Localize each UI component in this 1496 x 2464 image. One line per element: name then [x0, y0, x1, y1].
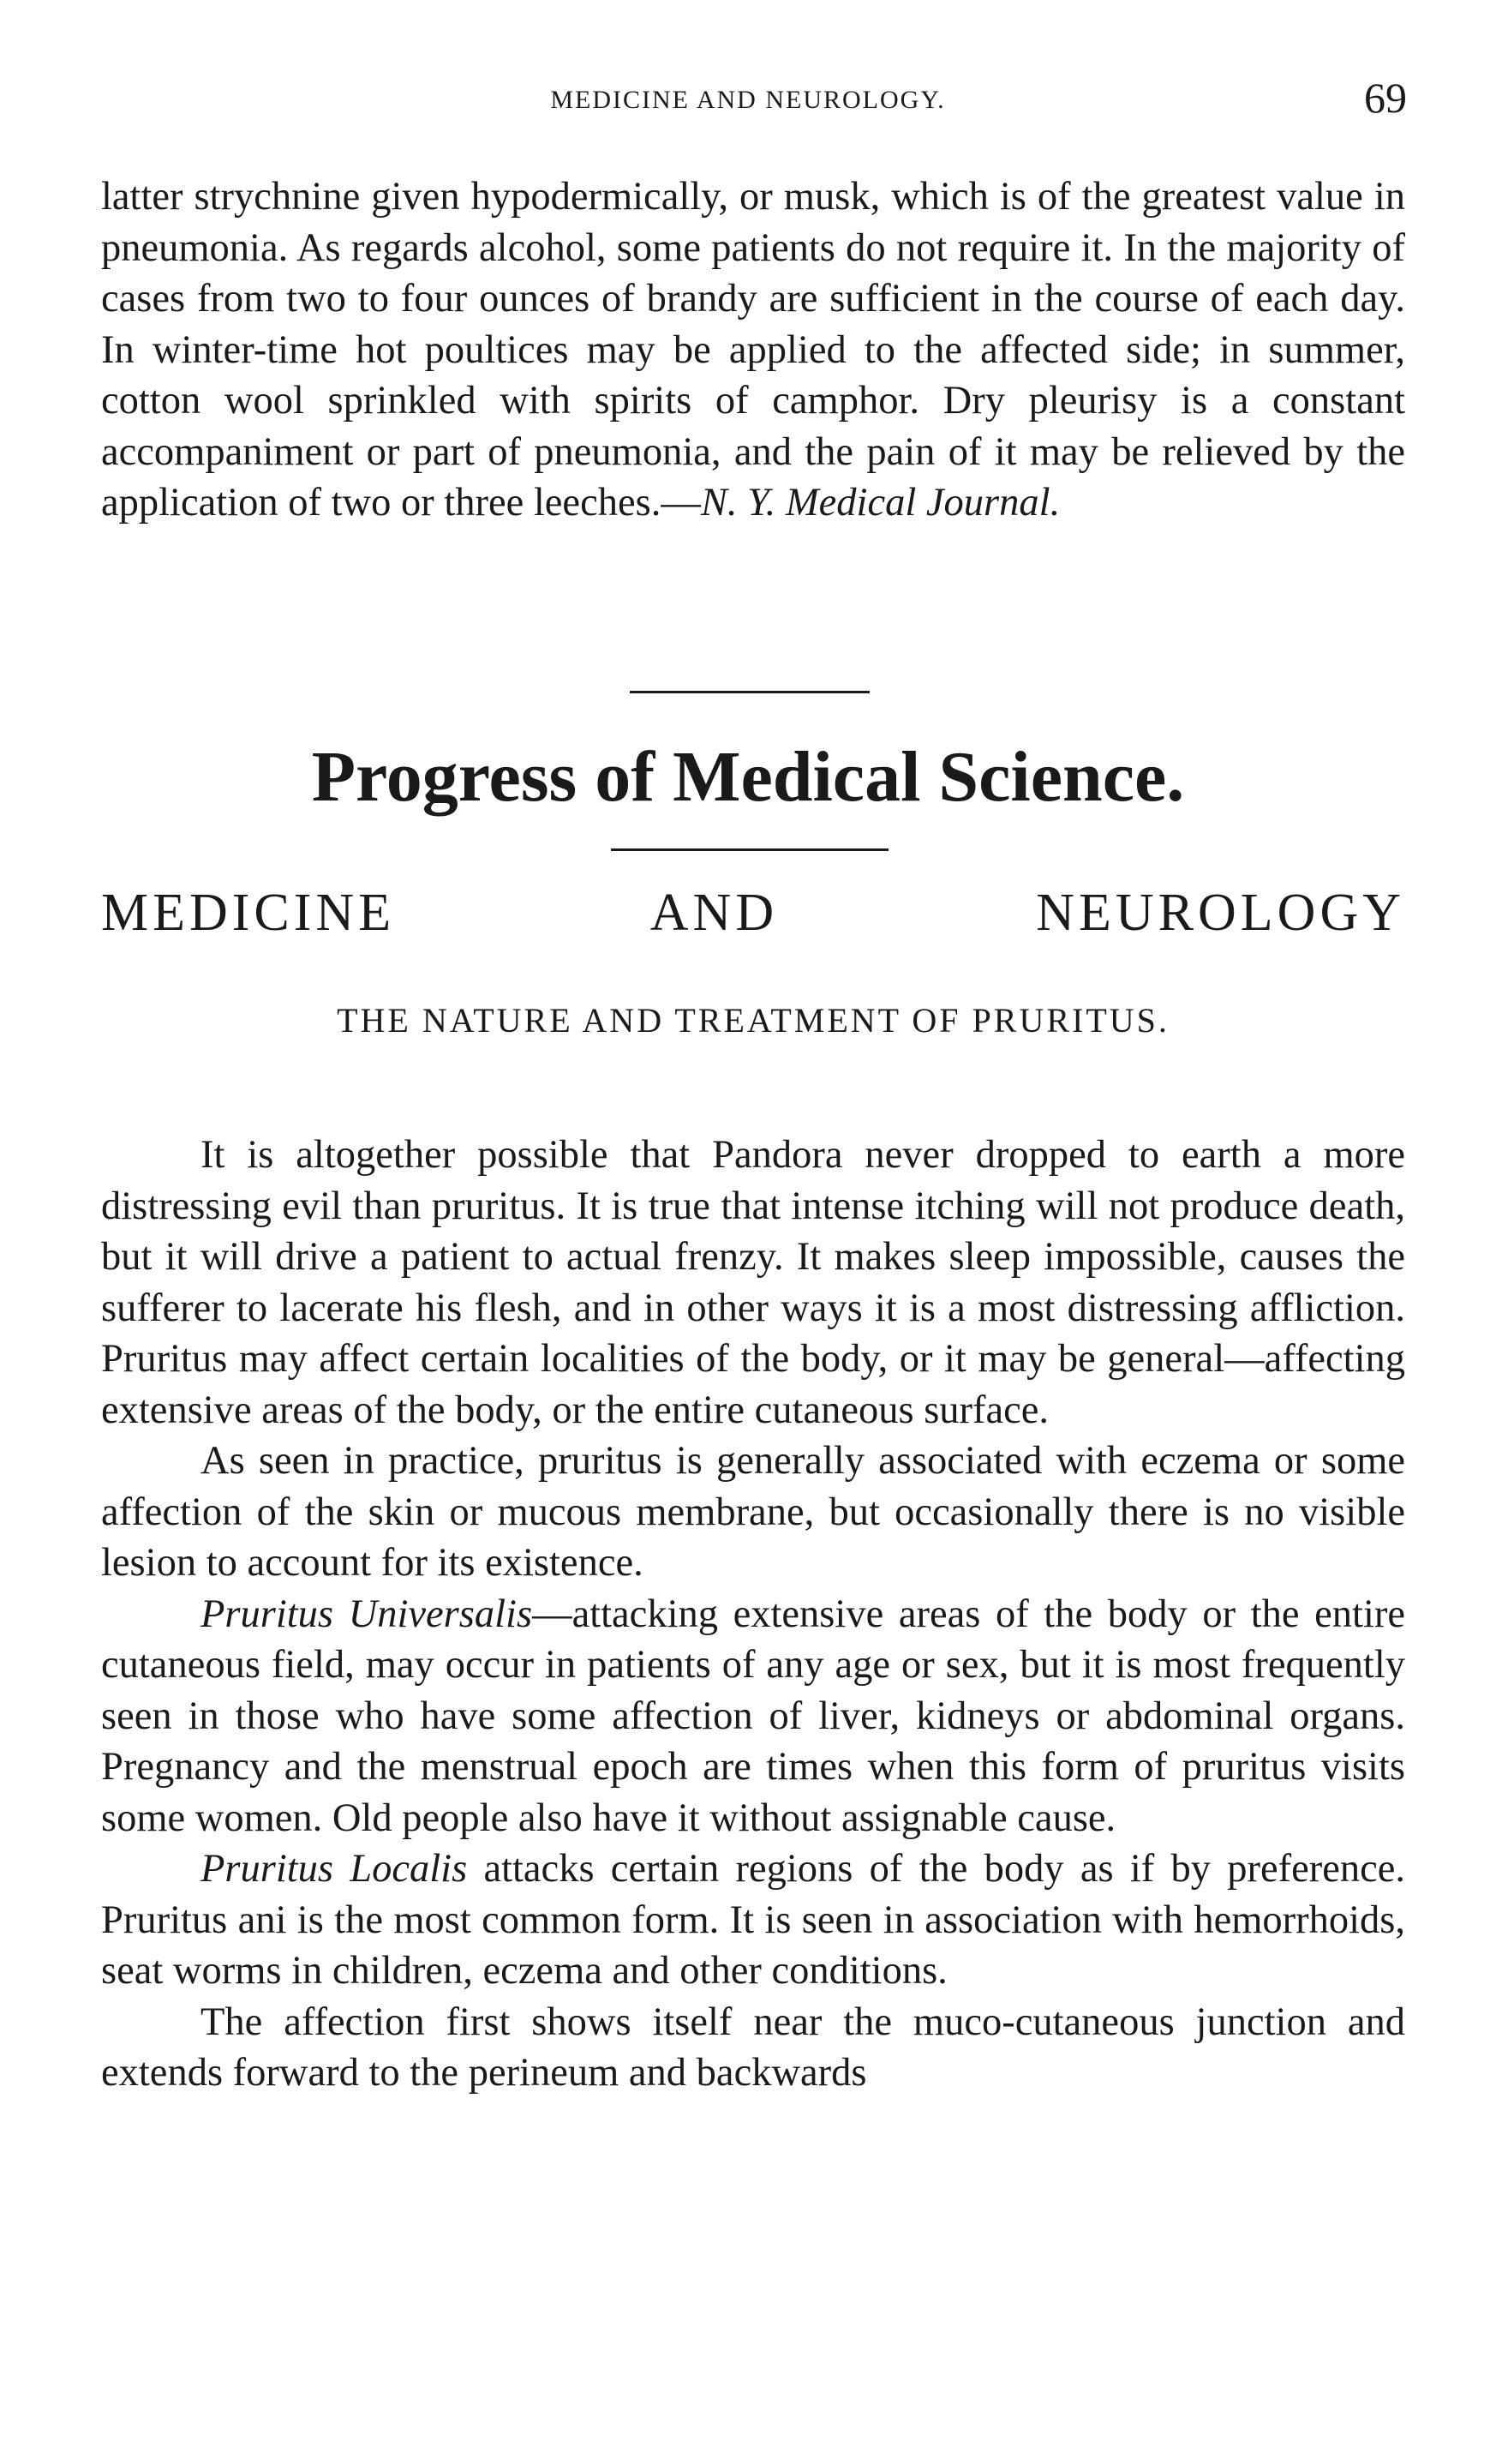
paragraph-3: [101, 1589, 1405, 1844]
paragraph-4-text: attacks certain regions of the body as if by preference. Pruritus ani is the most common form. It is seen in association with hemorrhoids, seat worms in children, eczema and other conditions.: [101, 1847, 1405, 1993]
running-head-title: MEDICINE AND NEUROLOGY.: [550, 86, 946, 114]
divider-rule-bottom: [611, 848, 889, 851]
term-pruritus-localis: Pruritus Localis: [200, 1847, 468, 1891]
paragraph-4: [101, 1844, 1405, 1997]
paragraph-5: The affection first shows itself near the muco-cutaneous junction and extends forward to the perineum and backwards: [101, 1999, 1405, 2095]
term-pruritus-universalis: Pruritus Universalis: [200, 1592, 533, 1636]
section-title: Progress of Medical Science.: [311, 737, 1185, 817]
paragraph-2: As seen in practice, pruritus is generally associated with eczema or some affection of the skin or mucous membrane, but occasionally there is no visible lesion to account for its existence.: [101, 1439, 1405, 1585]
continued-paragraph: [101, 171, 1405, 529]
divider-rule-top: [630, 691, 870, 693]
running-head: [0, 74, 1496, 122]
paragraph-1: It is altogether possible that Pandora never dropped to earth a more distressing evil than pruritus. It is true that intense itching will not produce death, but it will drive a patient to actual frenzy. It makes sleep impossible, causes the sufferer to lacerate his flesh, and in other ways it is a most distressing affliction. Pruritus may affect certain localities of the body, or it may be general—affecting extensive areas of the body, or the entire cutaneous surface.: [101, 1133, 1405, 1432]
article-body: [101, 1130, 1405, 2099]
continued-text: latter strychnine given hypodermically, or musk, which is of the greatest value in pneumonia. As regards alcohol, some patients do not require it. In the majority of cases from two to four ounces of brandy are sufficient in the course of each day. In winter-time hot poultices may be applied to the affected side; in summer, cotton wool sprinkled with spirits of camphor. Dry pleurisy is a constant accompaniment or part of pneumonia, and the pain of it may be relieved by the application of two or three leeches.—: [101, 175, 1405, 525]
department-heading: MEDICINE AND NEUROLOGY: [101, 884, 1405, 942]
paragraph-3-text: —attacking extensive areas of the body or the entire cutaneous field, may occur in patients of any age or sex, but it is most frequently seen in those who have some affection of liver, kidneys or abdominal organs. Pregnancy and the menstrual epoch are times when this form of pruritus visits some women. Old people also have it without assignable cause.: [101, 1592, 1405, 1840]
source-citation: N. Y. Medical Journal.: [700, 481, 1061, 525]
article-title: THE NATURE AND TREATMENT OF PRURITUS.: [337, 1001, 1170, 1040]
page-number: 69: [1364, 74, 1407, 122]
